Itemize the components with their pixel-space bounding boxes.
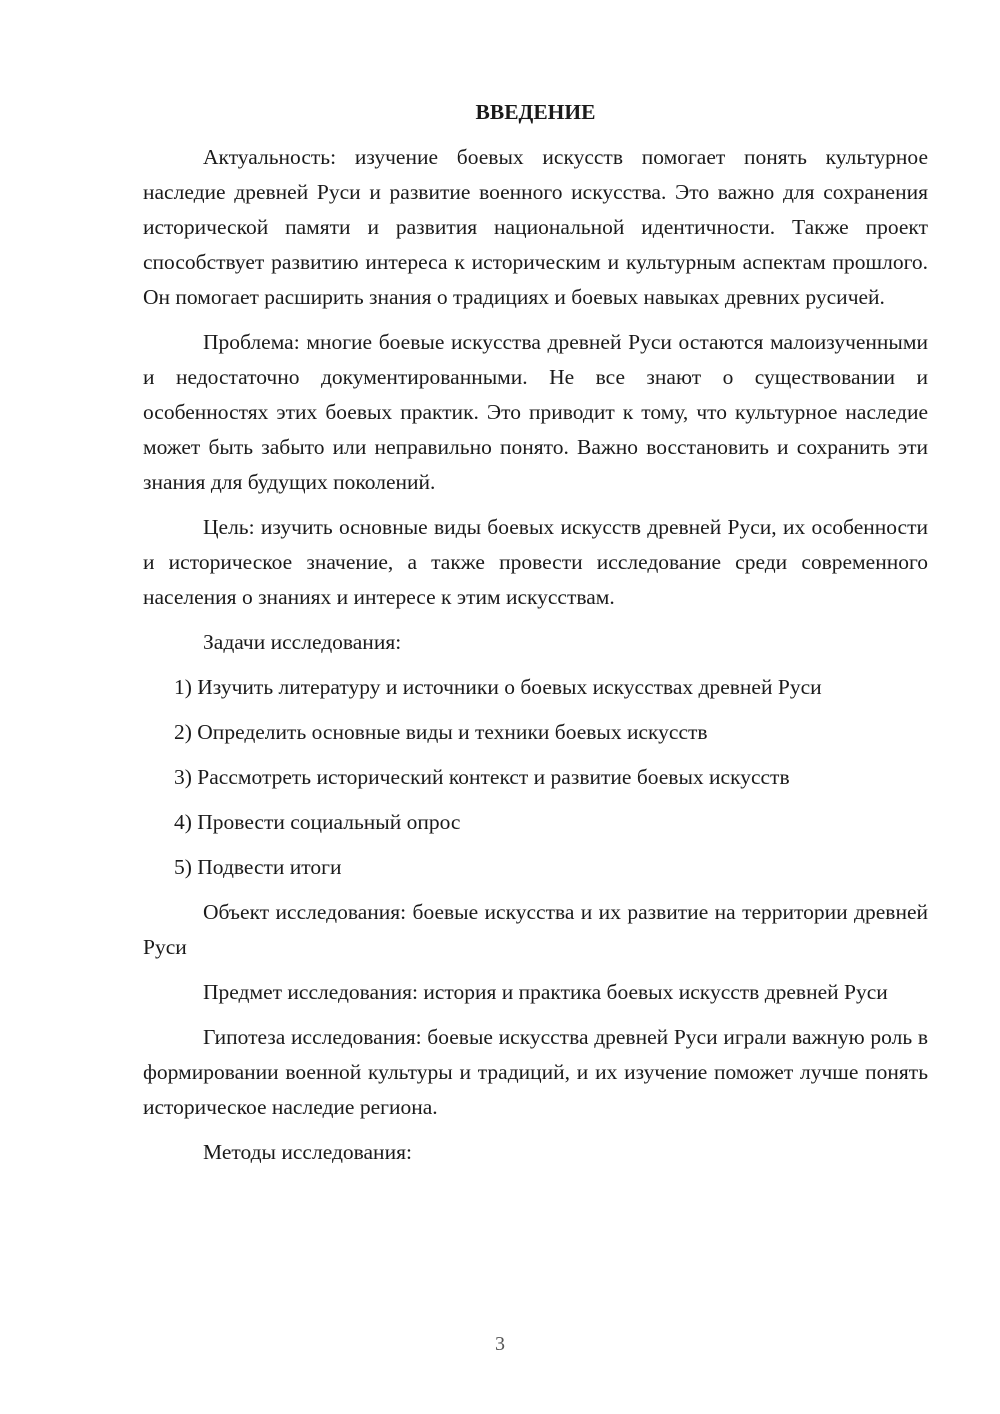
list-item: 3) Рассмотреть исторический контекст и развитие боевых искусств [174,765,790,789]
relevance-paragraph: Актуальность: изучение боевых искусств помогает понять культурное наследие древней Руси и развитие военного искусства. Это важно для сохранения исторической памяти и развития национальной идентичности. Также проект способствует развитию интереса к историческим и культурным аспектам прошлого. Он помогает расширить знания о традициях и боевых навыках древних русичей. [143,145,928,309]
section-title: ВВЕДЕНИЕ [475,100,596,124]
object-paragraph: Объект исследования: боевые искусства и их развитие на территории древней Руси [143,900,928,959]
page-number: 3 [495,1333,505,1355]
list-item: 5) Подвести итоги [174,855,342,879]
tasks-list [143,670,928,885]
problem-paragraph: Проблема: многие боевые искусства древней Руси остаются малоизученными и недостаточно документированными. Не все знают о существовании и особенностях этих боевых практик. Это приводит к тому, что культурное наследие может быть забыто или неправильно понято. Важно восстановить и сохранить эти знания для будущих поколений. [143,330,928,494]
methods-heading: Методы исследования: [203,1140,412,1164]
tasks-heading: Задачи исследования: [203,630,402,654]
subject-paragraph: Предмет исследования: история и практика боевых искусств древней Руси [203,980,888,1004]
list-item: 1) Изучить литературу и источники о боевых искусствах древней Руси [174,675,822,699]
list-item: 4) Провести социальный опрос [174,810,461,834]
document-page [143,95,928,1180]
hypothesis-paragraph: Гипотеза исследования: боевые искусства древней Руси играли важную роль в формировании военной культуры и традиций, и их изучение поможет лучше понять историческое наследие региона. [143,1025,928,1119]
list-item: 2) Определить основные виды и техники боевых искусств [174,720,708,744]
goal-paragraph: Цель: изучить основные виды боевых искусств древней Руси, их особенности и историческое значение, а также провести исследование среди современного населения о знаниях и интересе к этим искусствам. [143,515,928,609]
